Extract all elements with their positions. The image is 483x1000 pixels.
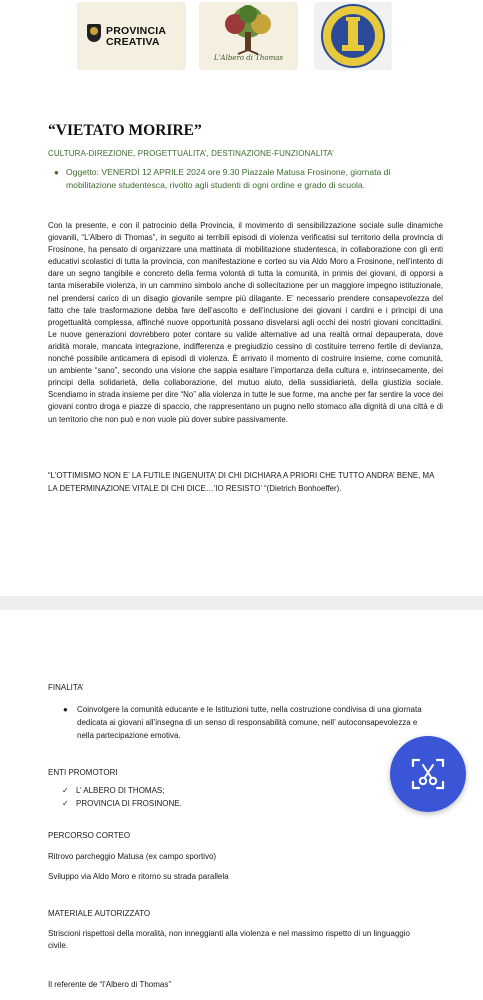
- document-title: “VIETATO MORIRE”: [48, 122, 202, 139]
- check-icon: ✓: [62, 799, 69, 808]
- bullet-icon: ●: [63, 705, 68, 714]
- scissors-crop-icon: [410, 756, 446, 792]
- scissors-crop-button[interactable]: [390, 736, 466, 812]
- tree-icon: [211, 4, 286, 56]
- enti-item: [62, 799, 182, 808]
- consulta-seal-icon: [320, 3, 386, 69]
- finalita-heading: FINALITA’: [48, 683, 84, 692]
- oggetto-item: [54, 166, 391, 192]
- albero-di-thomas-logo: [199, 2, 298, 70]
- finalita-item: [63, 703, 427, 742]
- materiale-heading: MATERIALE AUTORIZZATO: [48, 909, 151, 918]
- oggetto-text: Oggetto: VENERDÌ 12 APRILE 2024 ore 9.30 Piazzale Matusa Frosinone, giornata di mobilitazione studentesca, rivolto agli studenti di ogni ordine e grado di scuola.: [66, 167, 391, 190]
- finalita-text: Coinvolgere la comunità educante e le Istituzioni tutte, nella costruzione condivisa di una giornata dedicata ai giovani all’insegna di un senso di responsabilità comune, nell’ autoconsapevolezza e nella partecipazione emotiva.: [77, 705, 422, 740]
- albero-logo-text: L'Albero di Thomas: [213, 54, 283, 62]
- page-separator: [0, 596, 483, 610]
- bullet-icon: ●: [54, 168, 59, 177]
- enti-item: [62, 786, 164, 795]
- materiale-text: Striscioni rispettosi della moralità, non inneggianti alla violenza e nel massimo rispetto di un linguaggio civile.: [48, 929, 410, 950]
- enti-item-label: PROVINCIA DI FROSINONE.: [76, 799, 182, 808]
- enti-item-label: L’ ALBERO DI THOMAS;: [76, 786, 165, 795]
- header-logos: [0, 0, 483, 72]
- referente-line: Il referente de “l’Albero di Thomas”: [48, 980, 172, 989]
- provincia-creativa-logo: [77, 2, 186, 70]
- enti-heading: ENTI PROMOTORI: [48, 768, 118, 777]
- document-subtitle: CULTURA-DIREZIONE, PROGETTUALITA’, DESTINAZIONE-FUNZIONALITA’: [48, 149, 334, 158]
- check-icon: ✓: [62, 786, 69, 795]
- bonhoeffer-quote: “L’OTTIMISMO NON E’ LA FUTILE INGENUITA’ DI CHI DICHIARA A PRIORI CHE TUTTO ANDRA’ BENE, MA LA DETERMINAZIONE VITALE DI CHI DICE…’IO RESISTO’ “(Dietrich Bonhoeffer).: [48, 471, 434, 493]
- percorso-heading: PERCORSO CORTEO: [48, 831, 131, 840]
- percorso-line-2: Sviluppo via Aldo Moro e ritorno su strada parallela: [48, 872, 229, 881]
- percorso-line-1: Ritrovo parcheggio Matusa (ex campo sportivo): [48, 852, 217, 861]
- consulta-studentesca-logo: [314, 2, 392, 70]
- provincia-creativa-text: PROVINCIA CREATIVA: [106, 25, 167, 48]
- document-body: Con la presente, e con il patrocinio della Provincia, il movimento di sensibilizzazione sociale sulle dinamiche giovanili, “L’Albero di Thomas”, in seguito ai terribili episodi di violenza verificatisi sul territorio della provincia di Frosinone, ha pensato di organizzare una mattinata di mobilitazione studentesca, in collaborazione con gli enti educativi scolastici di tutta la provincia, con manifestazione e corteo su via Aldo Moro a Frosinone, nell’intento di dare un segno tangibile e concreto della ferma volontà di tutta la comunità, in primis dei giovani, di opporsi a tanta miserabile violenza, in un cammino simbolo anche di sollecitazione per un maggiore impegno istituzionale, nel prendersi carico di un disagio giovanile sempre più dilagante. E’ necessario prendere consapevolezza del fatto che tale trasformazione debba fare dell’ascolto e dell’inclusione dei giovani i cardini e i principi di una progettualità complessa, affinché nuove opportunità possano disvelarsi agli occhi dei nostri giovani concittadini. Le nuove generazioni dovrebbero poter contare su valide alternative ad una realtà ormai depauperata, dove aridità morale, mancata integrazione, indifferenza e pregiudizio cessino di costituire terreno fertile di devianza, nonché possibile anticamera di episodi di violenza. È arrivato il momento di costruire insieme, come comunità, un ambiente “sano”, secondo una visione che sappia esaltare l’importanza della cultura e, intrinsecamente, dei principi della solidarietà, della collaborazione, del mutuo aiuto, della sussidiarietà, della giustizia sociale. Scendiamo in strada insieme per dire “No” alla violenza in tutte le sue forme, ma anche per far sentire la voce dei giovani contro droga e piazze di spaccio, che rappresentano un pugno nello stomaco alla dignità di una città e di un territorio che non può e non vuole più dover subire passivamente.: [48, 221, 443, 424]
- crest-icon: [87, 24, 101, 42]
